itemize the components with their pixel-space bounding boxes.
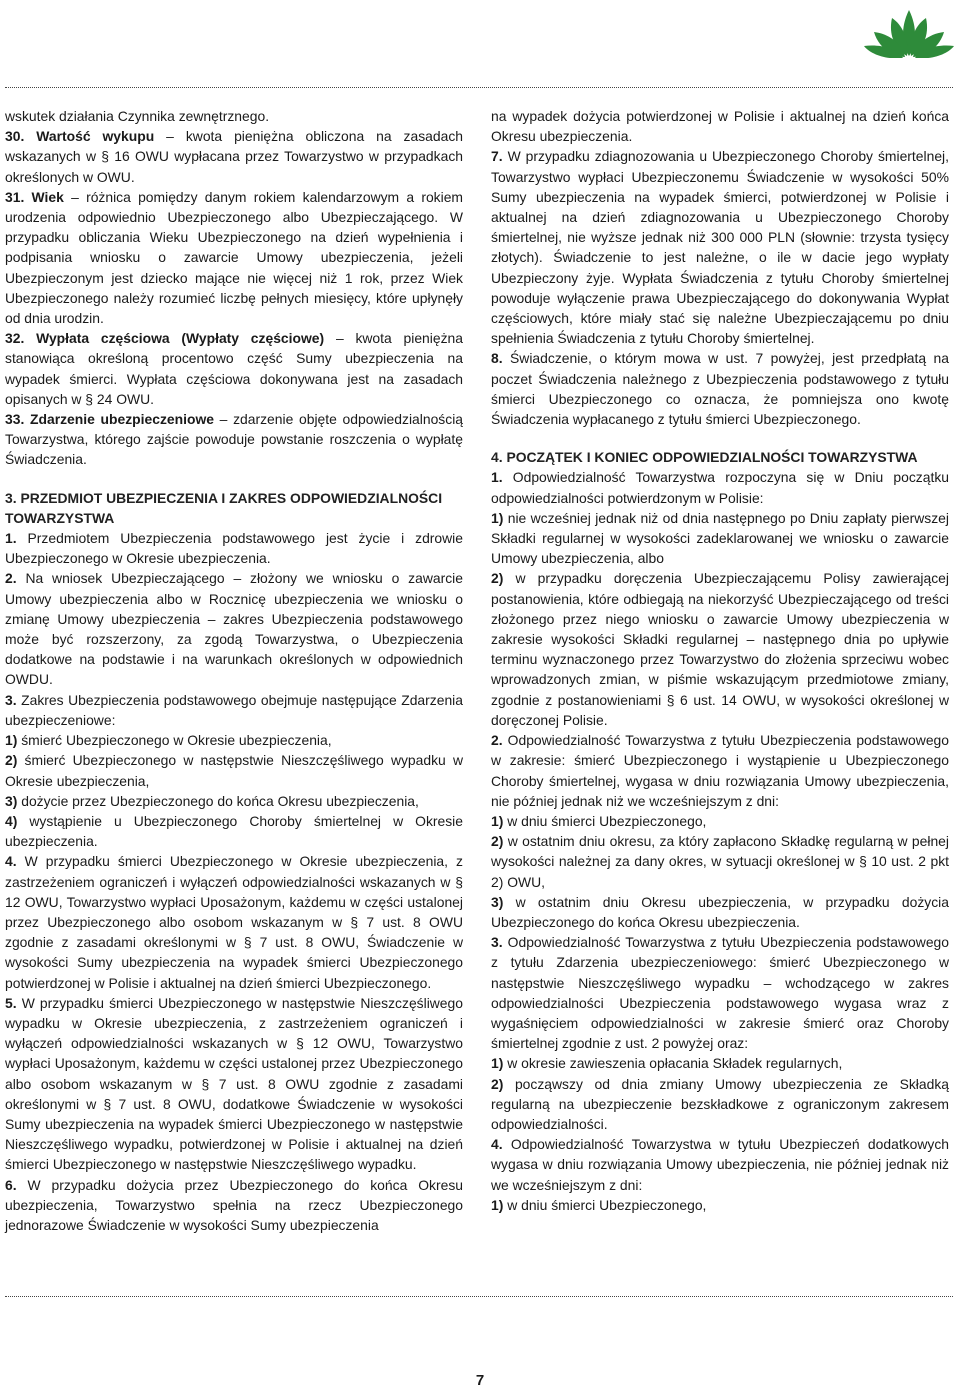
paragraph [5,528,463,568]
paragraph [5,811,463,851]
paragraph-number: 2) [491,570,504,587]
paragraph-number: 4. [491,1136,503,1153]
paragraph [491,1074,949,1135]
paragraph-text: – kwota pieniężna stanowiąca określoną procentowo część Sumy ubezpieczenia na wypadek śmierci. Wypłata częściowa dokonywana jest na zasadach opisanych w § 24 OWU. [5,330,463,407]
paragraph-text: na wypadek dożycia potwierdzonej w Polisie i aktualnej na dzień końca Okresu ubezpieczenia. [491,108,949,145]
paragraph-text: W przypadku śmierci Ubezpieczonego w następstwie Nieszczęśliwego wypadku w Okresie ubezpieczenia, z zastrzeżeniem ograniczeń i wyłączeń odpowiedzialności wskazanych w § 12 OWU, Towarzystwo wypłaci Uposażonym, każdemu w części ustalonej przez Ubezpieczonego albo osobom wskazanym w § 7 ust. 8 OWU zgodnie z zasadami określonymi w § 7 ust. 8 OWU, dodatkowe Świadczenie w wysokości Sumy ubezpieczenia na wypadek śmierci Ubezpieczonego w następstwie Nieszczęśliwego wypadku, potwierdzonej w Polisie i aktualnej na dzień śmierci Ubezpieczonego w następstwie Nieszczęśliwego wypadku. [5,994,463,1173]
paragraph-number: 3. [491,934,503,951]
paragraph-number: 2. [491,732,503,749]
paragraph-number: 4. [5,853,17,870]
paragraph-number: 7. [491,148,503,165]
paragraph [5,106,463,126]
paragraph-number: 2. [5,570,17,587]
paragraph-number: 4) [5,812,18,829]
paragraph-text: począwszy od dnia zmiany Umowy ubezpieczenia ze Składką regularną na ubezpieczenie bezskładkowe z ograniczonym zakresem odpowiedzialności. [491,1075,949,1132]
paragraph-number: 1) [491,1055,504,1072]
paragraph [491,811,949,831]
paragraph-number: 1) [491,1196,504,1213]
paragraph [5,993,463,1175]
paragraph-number: 33. Zdarzenie ubezpieczeniowe [5,411,214,428]
right-column [491,106,949,1215]
paragraph-text: – zdarzenie objęte odpowiedzialnością Towarzystwa, którego zajście powoduje powstanie roszczenia o wypłatę Świadczenia. [5,411,464,468]
paragraph-text: śmierć Ubezpieczonego w następstwie Nieszczęśliwego wypadku w Okresie ubezpieczenia, [5,752,463,789]
paragraph-number: 2) [491,1075,504,1092]
company-logo-icon [862,6,956,58]
paragraph-text: w ostatnim dniu okresu, za który zapłacono Składkę regularną w pełnej wysokości należnej za dany okres, w sytuacji określonej w § 10 ust. 2 pkt 2) OWU, [491,833,949,890]
footer-divider [5,1296,953,1297]
paragraph-text: w ostatnim dniu Okresu ubezpieczenia, w przypadku dożycia Ubezpieczonego do końca Okresu ubezpieczenia. [491,893,949,930]
paragraph-text: Przedmiotem Ubezpieczenia podstawowego jest życie i zdrowie Ubezpieczonego w Okresie ubezpieczenia. [5,530,463,567]
paragraph-text: dożycie przez Ubezpieczonego do końca Okresu ubezpieczenia, [17,792,419,809]
paragraph [491,1053,949,1073]
paragraph-text: w dniu śmierci Ubezpieczonego, [503,812,707,829]
paragraph-number: 3) [5,792,18,809]
paragraph [5,730,463,750]
paragraph-number: 32. Wypłata częściowa (Wypłaty częściowe) [5,330,325,347]
paragraph [5,791,463,811]
paragraph-number: 2) [5,752,18,769]
paragraph-text: Odpowiedzialność Towarzystwa z tytułu Ubezpieczenia podstawowego w zakresie: śmierć Ubezpieczonego i wystąpienie u Ubezpieczonego Choroby śmiertelnej, wygasa w dniu rozwiązania Umowy ubezpieczenia, nie później jednak niż we wcześniejszym z dni: [491,732,949,809]
paragraph [491,730,949,811]
paragraph-number: 3) [491,893,504,910]
paragraph [5,126,463,187]
paragraph-text: W przypadku dożycia przez Ubezpieczonego do końca Okresu ubezpieczenia, Towarzystwo spełnia na rzecz Ubezpieczonego jednorazowe Świadczenie w wysokości Sumy ubezpieczenia [5,1176,463,1233]
paragraph [491,831,949,892]
section-heading: 3. PRZEDMIOT UBEZPIECZENIA I ZAKRES ODPOWIEDZIALNOŚCI TOWARZYSTWA [5,489,443,526]
paragraph-number: 8. [491,350,503,367]
paragraph [5,187,463,328]
paragraph [491,106,949,146]
paragraph [491,568,949,730]
paragraph-text: W przypadku śmierci Ubezpieczonego w Okresie ubezpieczenia, z zastrzeżeniem ograniczeń i wyłączeń odpowiedzialności wskazanych w § 12 OWU, Towarzystwo wypłaci Uposażonym, każdemu w części ustalonej przez Ubezpieczonego albo osobom wskazanym w § 7 ust. 8 OWU zgodnie z zasadami określonymi w § 7 ust. 8 OWU, Świadczenie w wysokości Sumy ubezpieczenia na wypadek śmierci Ubezpieczonego potwierdzonej w Polisie i aktualnej na dzień śmierci Ubezpieczonego. [5,853,463,991]
paragraph [5,568,463,689]
paragraph-number: 1. [491,469,503,486]
paragraph [491,146,949,348]
header-divider [5,87,953,88]
paragraph [5,409,463,470]
paragraph-text: Odpowiedzialność Towarzystwa z tytułu Ubezpieczenia podstawowego z tytułu Zdarzenia ubezpieczeniowego: śmierć Ubezpieczonego w następstwie Nieszczęśliwego wypadku – wchodzącego w zakres odpowiedzialności Ubezpieczenia podstawowego wygasa wraz z wygaśnięciem odpowiedzialności w zakresie śmierć oraz Choroby śmiertelnej zgodnie z ust. 2 powyżej oraz: [491,934,949,1052]
paragraph-number: 1. [5,530,17,547]
paragraph-text: w okresie zawieszenia opłacania Składek regularnych, [503,1055,843,1072]
paragraph-text: Odpowiedzialność Towarzystwa w tytułu Ubezpieczeń dodatkowych wygasa w dniu rozwiązania Umowy ubezpieczenia, nie później jednak niż we wcześniejszym z dni: [491,1136,949,1193]
paragraph [491,508,949,569]
paragraph-text: Odpowiedzialność Towarzystwa rozpoczyna się w Dniu początku odpowiedzialności potwierdzonym w Polisie: [491,469,949,506]
paragraph [5,1175,463,1236]
paragraph-number: 30. Wartość wykupu [5,128,155,145]
paragraph-text: śmierć Ubezpieczonego w Okresie ubezpieczenia, [17,732,332,749]
paragraph [5,750,463,790]
paragraph-number: 31. Wiek [5,188,64,205]
paragraph-text: w dniu śmierci Ubezpieczonego, [503,1196,707,1213]
paragraph-number: 1) [5,732,18,749]
paragraph-text: W przypadku zdiagnozowania u Ubezpieczonego Choroby śmiertelnej, Towarzystwo wypłaci Ubezpieczonemu Świadczenie w wysokości 50% Sumy ubezpieczenia na wypadek śmierci, potwierdzonej w Polisie i aktualnej na dzień zdiagnozowania u Ubezpieczonego Choroby śmiertelnej, nie wyższe jednak niż 300 000 PLN (słownie: trzysta tysięcy złotych). Świadczenie to jest należne, o ile w dacie jego wypłaty Ubezpieczony żyje. Wypłata Świadczenia z tytułu Choroby śmiertelnej powoduje wyłączenie prawa Ubezpieczającego do dokonywania Wypłat częściowych, które miały stać się należne Ubezpieczającemu po dniu spełnienia Świadczenia z tytułu Choroby śmiertelnej. [491,148,949,347]
paragraph [491,932,949,1053]
page-number: 7 [475,1372,485,1389]
paragraph-number: 1) [491,812,504,829]
paragraph-number: 3. [5,691,17,708]
paragraph-number: 1) [491,509,504,526]
paragraph-text: Świadczenie, o którym mowa w ust. 7 powyżej, jest przedpłatą na poczet Świadczenia należnego z Ubezpieczenia podstawowego z tytułu śmierci Ubezpieczonego co oznacza, że pomniejsza ono kwotę Świadczenia wypłacanego z tytułu śmierci Ubezpieczonego. [491,350,949,428]
paragraph [491,348,949,429]
paragraph-number: 6. [5,1176,17,1193]
paragraph [5,690,463,730]
paragraph [491,1134,949,1195]
paragraph-text: wystąpienie u Ubezpieczonego Choroby śmiertelnej w Okresie ubezpieczenia. [5,812,463,850]
paragraph [491,1195,949,1215]
paragraph-text: wskutek działania Czynnika zewnętrznego. [5,108,270,124]
paragraph-text: w przypadku doręczenia Ubezpieczającemu Polisy zawierającej postanowienia, które odbiegają na niekorzyść Ubezpieczającego od treści złożonego przez niego wniosku o zawarcie Umowy ubezpieczenia w zakresie wysokości Składki regularnej – następnego dnia po upływie terminu wyznaczonego przez Towarzystwo do złożenia sprzeciwu wobec wprowadzonych zmian, w piśmie wskazującym przedmiotowe zmiany, zgodnie z postanowieniami § 6 ust. 14 OWU, w wysokości określonej w doręczonej Polisie. [491,570,949,728]
paragraph-number: 2) [491,833,504,850]
paragraph-text: Zakres Ubezpieczenia podstawowego obejmuje następujące Zdarzenia ubezpieczeniowe: [5,691,463,728]
paragraph [5,851,463,992]
paragraph-text: Na wniosek Ubezpieczającego – złożony we wniosku o zawarcie Umowy ubezpieczenia albo w Rocznicę ubezpieczenia we wniosku o zmianę Umowy ubezpieczenia – zakres Ubezpieczenia podstawowego może być rozszerzony, za zgodą Towarzystwa, o Ubezpieczenia dodatkowe na podstawie i na warunkach określonych w odpowiednich OWDU. [5,570,463,688]
paragraph-text: – różnica pomiędzy danym rokiem kalendarzowym a rokiem urodzenia odpowiednio Ubezpieczonego albo Ubezpieczającego. W przypadku obliczania Wieku Ubezpieczonego na dzień wypełnienia i podpisania wniosku o zawarcie Umowy ubezpieczenia, jeżeli Ubezpieczonym jest dziecko mające nie więcej niż 1 rok, przez Wiek Ubezpieczonego należy rozumieć liczbę pełnych miesięcy, które upłynęły od dnia urodzin. [5,188,464,327]
paragraph [491,892,949,932]
paragraph-text: nie wcześniej jednak niż od dnia następnego po Dniu zapłaty pierwszej Składki regularnej w wysokości zadeklarowanej we wniosku o zawarcie Umowy ubezpieczenia, albo [491,509,949,567]
section-heading: 4. POCZĄTEK I KONIEC ODPOWIEDZIALNOŚCI TOWARZYSTWA [491,449,918,466]
paragraph-text: – kwota pieniężna obliczona na zasadach wskazanych w § 16 OWU wypłacana przez Towarzystwo w przypadkach określonych w OWU. [5,128,463,185]
paragraph [5,328,463,409]
left-column [5,106,463,1235]
paragraph-number: 5. [5,994,17,1011]
paragraph [491,467,949,507]
